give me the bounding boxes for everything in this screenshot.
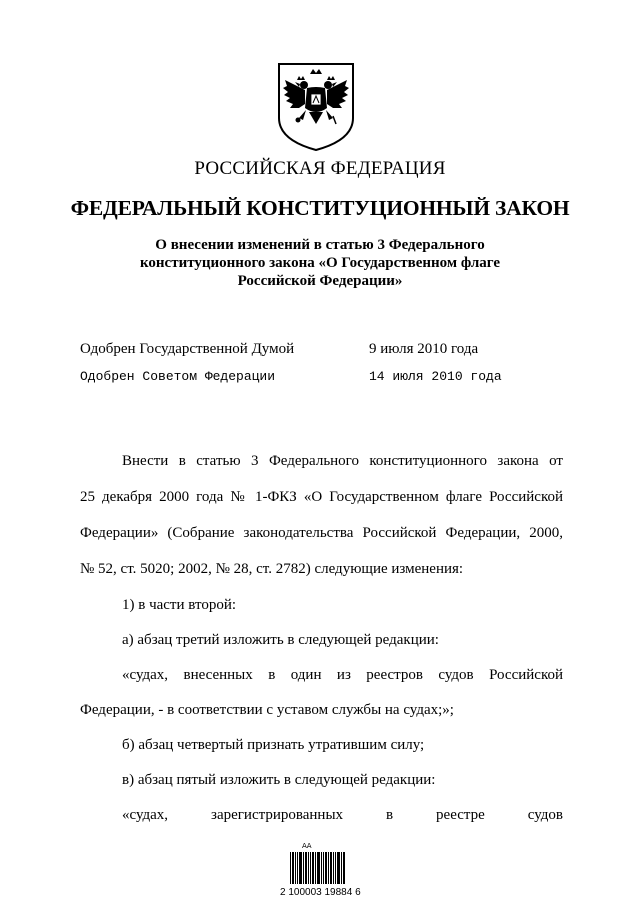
body-line: 25 декабря 2000 года № 1-ФКЗ «О Государственном флаге Российской bbox=[80, 489, 563, 505]
body-line: № 52, ст. 5020; 2002, № 28, ст. 2782) следующие изменения: bbox=[80, 561, 464, 577]
body-line: 1) в части второй: bbox=[122, 597, 237, 613]
law-title-line: конституционного закона «О Государственном флаге bbox=[139, 255, 501, 271]
law-title-line: Российской Федерации» bbox=[237, 273, 403, 289]
approval-date: 14 июля 2010 года bbox=[369, 369, 502, 384]
approval-label: Одобрен Советом Федерации bbox=[80, 369, 276, 384]
coat-of-arms-icon bbox=[273, 60, 359, 152]
body-line: Федерации, - в соответствии с уставом службы на судах;»; bbox=[80, 702, 454, 718]
body-line: в) абзац пятый изложить в следующей редакции: bbox=[122, 772, 436, 788]
approval-row-duma bbox=[80, 341, 560, 361]
body-line: «судах, внесенных в один из реестров судов Российской bbox=[122, 667, 563, 683]
law-title bbox=[0, 236, 640, 290]
body-line: а) абзац третий изложить в следующей редакции: bbox=[122, 632, 439, 648]
body-line: Федерации» (Собрание законодательства Российской Федерации, 2000, bbox=[80, 525, 563, 541]
approval-label: Одобрен Государственной Думой bbox=[80, 341, 295, 357]
law-type-heading: ФЕДЕРАЛЬНЫЙ КОНСТИТУЦИОННЫЙ ЗАКОН bbox=[70, 196, 570, 220]
law-title-line: О внесении изменений в статью 3 Федерального bbox=[155, 237, 485, 253]
barcode-number: 2 100003 19884 6 bbox=[280, 887, 361, 898]
barcode bbox=[280, 842, 361, 902]
body-line: б) абзац четвертый признать утратившим силу; bbox=[122, 737, 425, 753]
country-heading: РОССИЙСКАЯ ФЕДЕРАЦИЯ bbox=[194, 158, 446, 179]
barcode-bars bbox=[290, 852, 346, 884]
approval-date: 9 июля 2010 года bbox=[369, 341, 479, 357]
body-line: «судах, зарегистрированных в реестре судов bbox=[122, 807, 563, 823]
body-line: Внести в статью 3 Федерального конституционного закона от bbox=[122, 453, 563, 469]
approval-row-council bbox=[80, 369, 560, 389]
barcode-mark: АА bbox=[302, 842, 312, 850]
